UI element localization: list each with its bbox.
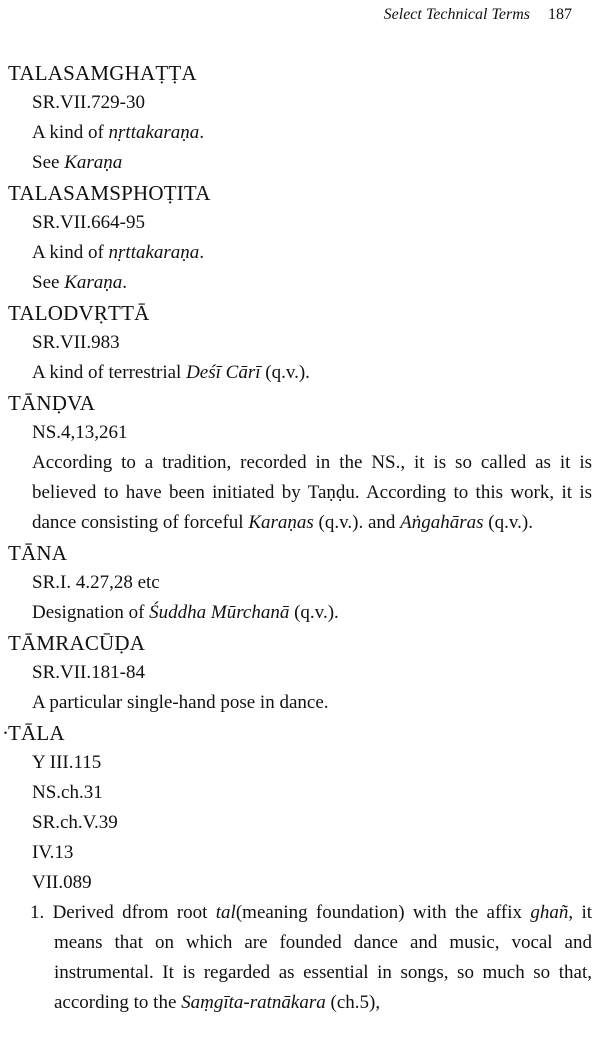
entry-talodvrtta <box>8 298 592 388</box>
entry-reference: SR.I. 4.27,28 etc <box>32 572 160 593</box>
entry-talasamghatta <box>8 58 592 178</box>
entry-term: TĀNA <box>8 541 68 565</box>
entry-reference: Y III.115 <box>32 752 102 773</box>
entry-definition: According to a tradition, recorded in the NS., it is so called as it is believed to have been initiated by Taṇḍu. According to this work, it is dance consisting of forceful Karaṇas (q.v.). and Aṅgahāras (q.v.). <box>32 452 592 533</box>
entry-tala <box>2 718 593 1018</box>
entry-reference: SR.VII.729-30 <box>32 92 145 113</box>
entry-reference: NS.4,13,261 <box>32 422 128 443</box>
entry-definition: A particular single-hand pose in dance. <box>32 692 329 713</box>
entry-reference: VII.089 <box>32 872 92 893</box>
page-number: 187 <box>548 6 572 23</box>
entry-definition: A kind of terrestrial Deśī Cārī (q.v.). <box>32 362 310 383</box>
entry-term: TALASAMSPHOṬITA <box>8 181 211 205</box>
entry-reference: IV.13 <box>32 842 74 863</box>
entry-reference: SR.VII.983 <box>32 332 120 353</box>
entry-term: TĀNḌVA <box>8 391 96 415</box>
entry-term: TALASAMGHAṬṬA <box>8 61 197 85</box>
entry-definition: Designation of Śuddha Mūrchanā (q.v.). <box>32 602 339 623</box>
entry-reference: SR.VII.181-84 <box>32 662 145 683</box>
entry-reference: SR.VII.664-95 <box>32 212 145 233</box>
entry-definition: A kind of nṛttakaraṇa. <box>32 242 205 263</box>
running-header <box>384 6 572 24</box>
entry-term: TĀMRACŪḌA <box>8 631 146 655</box>
entry-see-also: See Karaṇa. <box>32 272 128 293</box>
entry-term: TĀLA <box>8 721 65 745</box>
entry-tandva <box>8 388 592 538</box>
glossary-page <box>2 58 593 1018</box>
entry-tamracuda <box>8 628 592 718</box>
entry-definition: A kind of nṛttakaraṇa. <box>32 122 205 143</box>
entry-numbered-definition: 1. Derived dfrom root tal(meaning foundation) with the affix ghañ, it means that on which are founded dance and music, vocal and instrumental. It is regarded as essential in songs, so much so that, according to the Saṃgīta-ratnākara (ch.5), <box>30 902 593 1013</box>
header-title: Select Technical Terms <box>383 6 530 23</box>
entry-term: TALODVṚTTĀ <box>8 301 150 325</box>
entry-reference: SR.ch.V.39 <box>32 812 118 833</box>
entry-see-also: See Karaṇa <box>32 152 123 173</box>
entry-talasamsphotita <box>8 178 592 298</box>
entry-tana <box>8 538 592 628</box>
margin-dot: · <box>2 721 9 745</box>
entry-reference: NS.ch.31 <box>32 782 103 803</box>
